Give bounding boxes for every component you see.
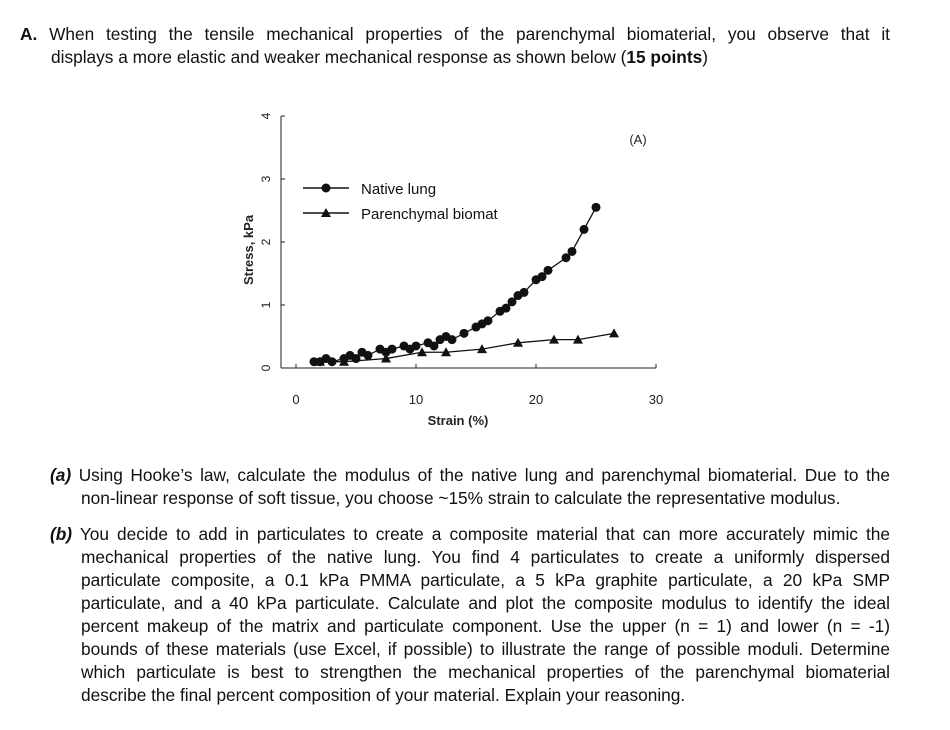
legend-label-native-lung: Native lung: [361, 181, 437, 198]
native-lung-data-point: [484, 316, 493, 325]
y-axis-label: Stress, kPa: [241, 214, 256, 286]
part-b-tag: (b): [50, 524, 73, 544]
question-line-2-end: ): [702, 47, 708, 67]
part-b-line-2: mechanical properties of the native lung. You find 4 particulates to create a uniformly dispersed: [81, 547, 890, 567]
part-b-line-5: percent makeup of the matrix and particulate component. Use the upper (n = 1) and lower (n = -1): [81, 616, 890, 636]
part-a-tag: (a): [50, 465, 72, 485]
question-line-2: displays a more elastic and weaker mechanical response as shown below (: [51, 47, 627, 67]
native-lung-data-point: [388, 345, 397, 354]
part-a-line-2: non-linear response of soft tissue, you choose ~15% strain to calculate the representative modulus.: [81, 488, 841, 508]
plot-area: [310, 203, 620, 366]
legend-marker-native-lung: [322, 184, 331, 193]
x-ticks: [292, 364, 663, 407]
y-tick-label: 4: [259, 112, 274, 120]
question-points: 15 points: [626, 47, 703, 67]
legend-label-parenchymal: Parenchymal biomat: [361, 206, 498, 223]
question-line-1: When testing the tensile mechanical properties of the parenchymal biomaterial, you observe that it: [49, 24, 890, 44]
x-tick-label: 30: [648, 392, 664, 407]
question-label: A.: [20, 24, 38, 44]
part-a: [50, 464, 890, 510]
part-a-line-1: Using Hooke’s law, calculate the modulus of the native lung and parenchymal biomaterial. Due to the: [78, 465, 890, 485]
part-b-line-1: You decide to add in particulates to create a composite material that can more accurately mimic the: [79, 524, 890, 544]
x-axis-label: Strain (%): [427, 413, 489, 428]
part-b-line-6: bounds of these materials (use Excel, if possible) to illustrate the range of possible moduli. Determine: [81, 639, 890, 659]
y-tick-label: 2: [259, 238, 274, 246]
part-b: [50, 523, 890, 707]
native-lung-data-point: [412, 341, 421, 350]
native-lung-data-point: [460, 329, 469, 338]
part-b-line-4: particulate, and a 40 kPa particulate. Calculate and plot the composite modulus to identify the ideal: [81, 593, 890, 613]
part-b-line-7: which particulate is best to strengthen the mechanical properties of the parenchymal biomaterial: [81, 662, 890, 682]
y-tick-label: 3: [259, 175, 274, 183]
legend: [303, 181, 499, 223]
part-b-line-8: describe the final percent composition of your material. Explain your reasoning.: [81, 685, 686, 705]
native-lung-data-point: [580, 225, 589, 234]
panel-label: (A): [629, 132, 647, 147]
y-tick-label: 0: [259, 364, 274, 372]
native-lung-data-point: [364, 351, 373, 360]
native-lung-data-point: [592, 203, 601, 212]
x-tick-label: 0: [292, 392, 300, 407]
native-lung-data-point: [520, 288, 529, 297]
native-lung-data-point: [544, 266, 553, 275]
native-lung-data-point: [448, 335, 457, 344]
y-tick-label: 1: [259, 301, 274, 309]
x-tick-label: 20: [528, 392, 544, 407]
chart-axes: [281, 116, 656, 368]
part-b-line-3: particulate composite, a 0.1 kPa PMMA particulate, a 5 kPa graphite particulate, a 20 kPa SMP: [81, 570, 890, 590]
parenchymal-data-point: [609, 328, 619, 337]
native-lung-data-point: [568, 247, 577, 256]
x-tick-label: 10: [408, 392, 424, 407]
